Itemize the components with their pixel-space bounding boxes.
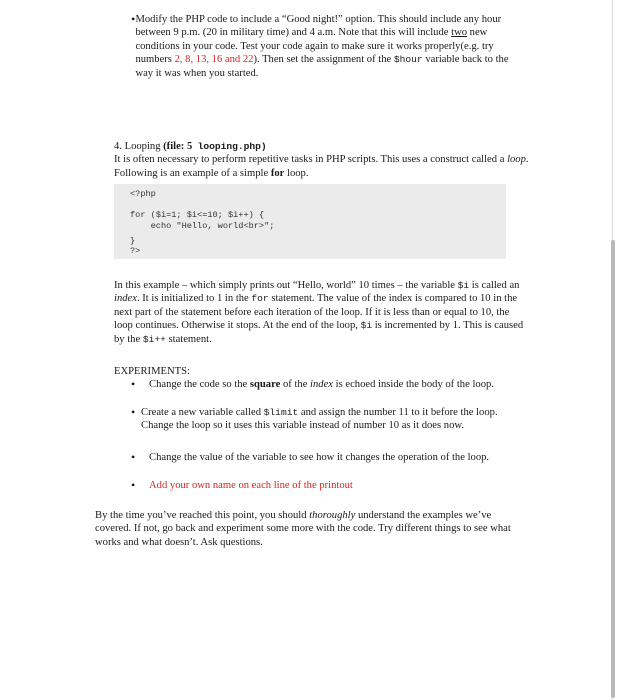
experiment-item-4: • Add your own name on each line of the printout bbox=[131, 478, 353, 492]
experiment-item-3: • Change the value of the variable to see how it changes the operation of the loop. bbox=[131, 450, 490, 464]
explanation-paragraph: In this example – which simply prints out “Hello, world” 10 times – the variable $i is called an index. It is initialized to 1 in the for statement. The value of the index is compared to 10 in the next part of the statement before each iteration of the loop. If it is less than or equal to 10, the loop continues. Otherwise it stops. At the end of the loop, $i is incremented by 1. This is caused by the $i++ statement. bbox=[114, 280, 524, 345]
bullet-text: Modify the PHP code to include a “Good night!” option. This should include any hour between 9 p.m. (20 in military time) and 4 a.m. Note that this will include two new conditions in your code. Test your code again to make sure it works properly(e.g. try numbers 2, 8, 13, 16 and 22). Then set the assignment of the $hour variable back to the way it was when you started. bbox=[135, 14, 509, 79]
bullet-dot: • bbox=[131, 377, 136, 391]
bullet-dot: • bbox=[131, 478, 136, 492]
section-looping bbox=[114, 140, 534, 180]
section-heading: 4. Looping (file: 5 looping.php) bbox=[114, 141, 267, 152]
code-line-2: for ($i=1; $i<=10; $i++) { bbox=[130, 210, 265, 220]
code-line-3: echo "Hello, world<br>"; bbox=[130, 221, 275, 231]
bullet-good-night bbox=[131, 13, 526, 80]
experiment-item-2: • Create a new variable called $limit and assign the number 11 to it before the loop. Change the loop so it uses this variable instead of number 10 as it does now. bbox=[131, 405, 498, 432]
code-line-1: <?php bbox=[130, 189, 156, 199]
section-intro: It is often necessary to perform repetitive tasks in PHP scripts. This uses a construct called a loop. Following is an example of a simple for loop. bbox=[114, 154, 529, 179]
closing-paragraph: By the time you’ve reached this point, you should thoroughly understand the examples we’ve covered. If not, go back and experiment some more with the code. Try different things to see what works and what doesn’t. Ask questions. bbox=[95, 510, 511, 548]
bullet-dot: • bbox=[131, 405, 136, 419]
experiments-heading: EXPERIMENTS: bbox=[114, 366, 190, 377]
experiment-item-1: • Change the code so the square of the index is echoed inside the body of the loop. bbox=[131, 377, 494, 391]
code-line-4: } bbox=[130, 236, 136, 246]
code-line-5: ?> bbox=[130, 246, 141, 256]
code-block bbox=[114, 184, 506, 259]
scrollbar-thumb[interactable] bbox=[611, 240, 615, 698]
bullet-dot: • bbox=[131, 12, 136, 26]
bullet-dot: • bbox=[131, 450, 136, 464]
